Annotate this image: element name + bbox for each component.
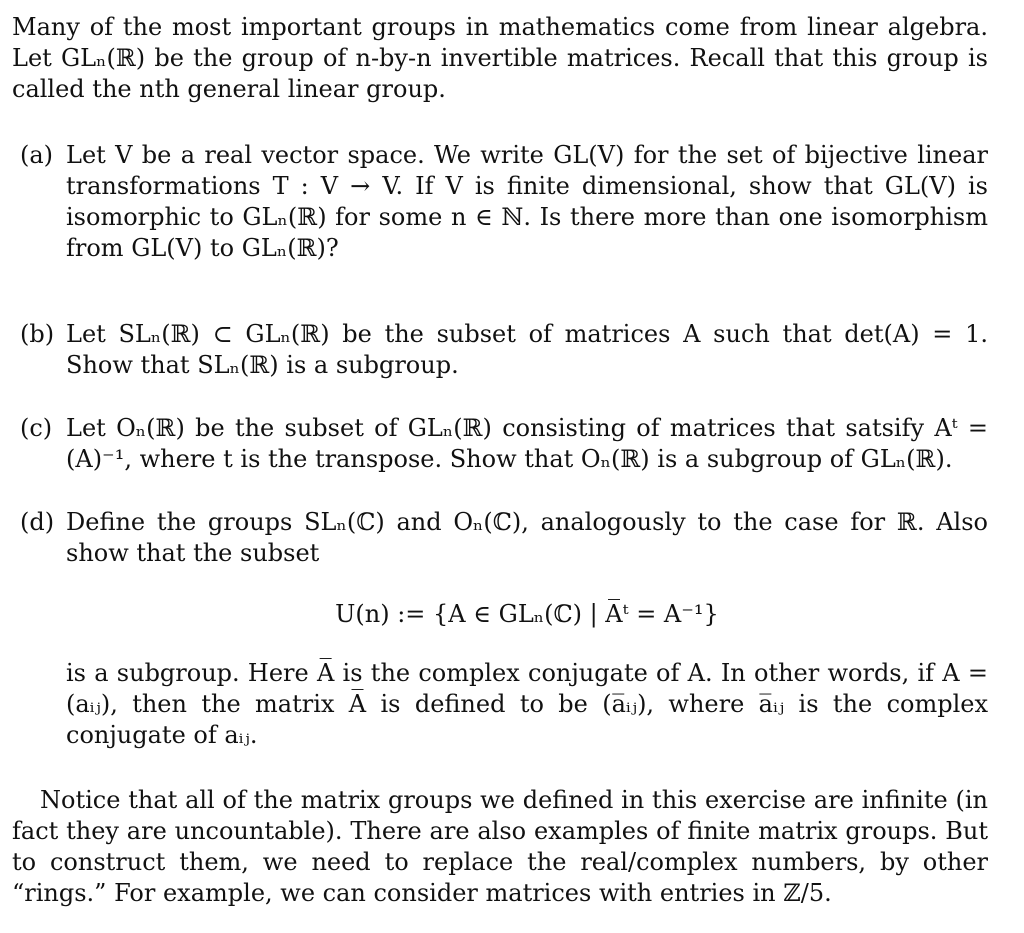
part-a bbox=[12, 140, 988, 264]
part-c-marker: (c) bbox=[20, 414, 53, 442]
part-b bbox=[12, 319, 988, 381]
part-b-marker: (b) bbox=[20, 320, 55, 348]
intro-paragraph: Many of the most important groups in mathematics come from linear algebra. Let GLₙ(ℝ) be the group of n-by-n invertible matrices. Recall that this group is called the nth general linear group. bbox=[12, 13, 988, 103]
part-d-text: Define the groups SLₙ(ℂ) and Oₙ(ℂ), analogously to the case for ℝ. Also show that the subset bbox=[66, 508, 988, 567]
part-d-after-text: is a subgroup. Here A̅ is the complex conjugate of A. In other words, if A = (aᵢⱼ), then the matrix A̅ is defined to be (a̅ᵢⱼ), where a̅ᵢⱼ is the complex conjugate of aᵢⱼ. bbox=[66, 659, 988, 749]
part-d-continuation bbox=[12, 658, 988, 751]
part-d bbox=[12, 507, 988, 569]
part-b-text: Let SLₙ(ℝ) ⊂ GLₙ(ℝ) be the subset of matrices A such that det(A) = 1. Show that SLₙ(ℝ) is a subgroup. bbox=[66, 320, 988, 379]
part-a-text: Let V be a real vector space. We write GL(V) for the set of bijective linear transformations T : V → V. If V is finite dimensional, show that GL(V) is isomorphic to GLₙ(ℝ) for some n ∈ ℕ. Is there more than one isomorphism from GL(V) to GLₙ(ℝ)? bbox=[66, 141, 988, 262]
unitary-group-equation: U(n) := {A ∈ GLₙ(ℂ) | A̅ᵗ = A⁻¹} bbox=[335, 600, 719, 628]
part-a-marker: (a) bbox=[20, 141, 54, 169]
part-d-marker: (d) bbox=[20, 508, 55, 536]
part-c-text: Let Oₙ(ℝ) be the subset of GLₙ(ℝ) consisting of matrices that satsify Aᵗ = (A)⁻¹, where t is the transpose. Show that Oₙ(ℝ) is a subgroup of GLₙ(ℝ). bbox=[66, 414, 988, 473]
notice-paragraph: Notice that all of the matrix groups we defined in this exercise are infinite (in fact they are uncountable). There are also examples of finite matrix groups. But to construct them, we need to replace the real/complex numbers, by other “rings.” For example, we can consider matrices with entries in ℤ/5. bbox=[12, 786, 988, 907]
exercise-page bbox=[12, 10, 988, 933]
part-c bbox=[12, 413, 988, 475]
